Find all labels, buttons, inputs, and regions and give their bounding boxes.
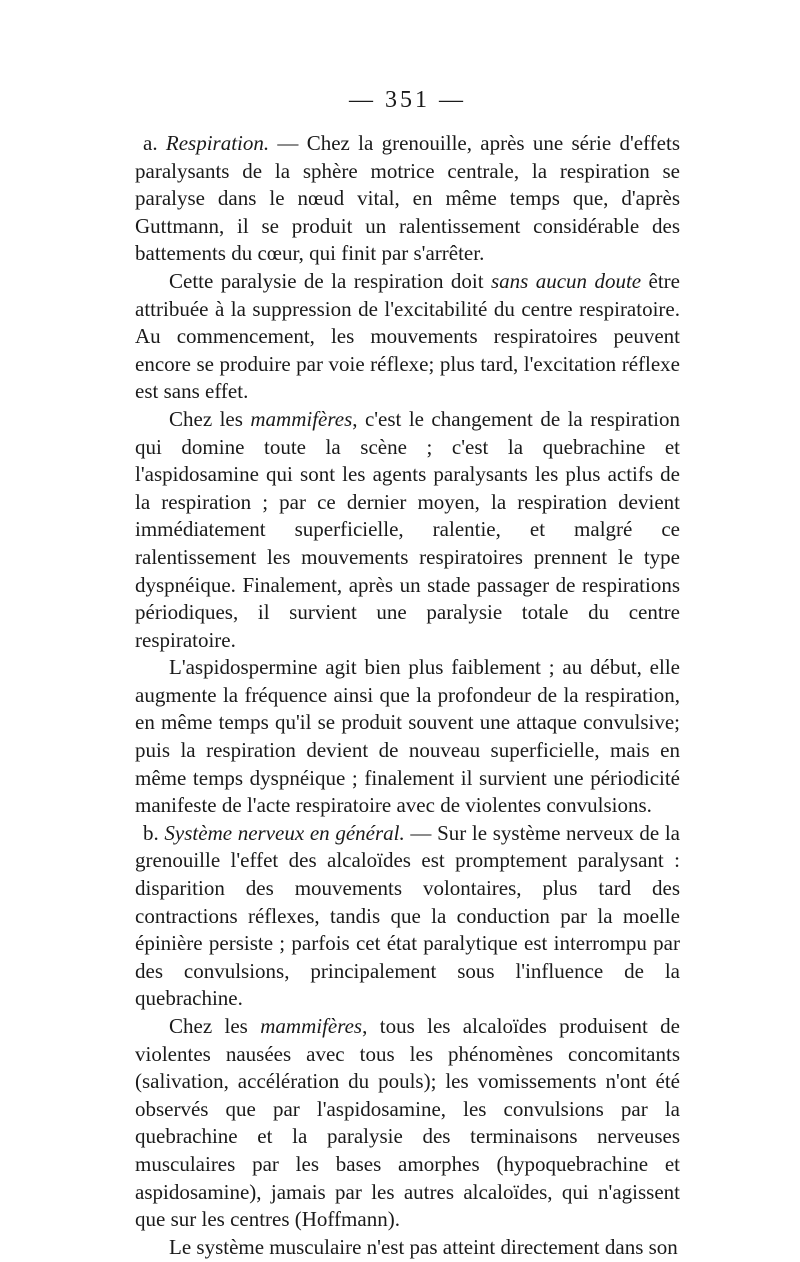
paragraph-respiration-intro: [135, 130, 680, 268]
paragraph-aspidospermine: L'aspidospermine agit bien plus faiblement ; au début, elle augmente la fréquence ainsi que la profondeur de la respiration, en même temps qu'il se produit souvent une attaque convulsive; puis la respiration devient de nouveau superficielle, mais en même temps dyspnéique ; finalement il survient une périodicité manifeste de l'acte respiratoire avec de violentes convulsions.: [135, 655, 680, 818]
section-title-nervous-system: Système nerveux en général.: [164, 820, 405, 845]
italic-phrase: mammifères: [250, 406, 353, 431]
paragraph-text: — Chez la grenouille, après une série d'effets paralysants de la sphère motrice centrale, la respiration se paralyse dans le nœud vital, en même temps que, d'après Guttmann, il se produit un ralentissement considérable des battements du cœur, qui finit par s'arrêter.: [135, 131, 680, 266]
paragraph-text: Cette paralysie de la respiration doit: [169, 268, 491, 293]
paragraph-respiration-paralysis: [135, 268, 680, 406]
paragraph-mammals-nervous: [135, 1013, 680, 1234]
paragraph-text: , tous les alcaloïdes produisent de violentes nausées avec tous les phénomènes concomitants (salivation, accélération du pouls); les vomissements n'ont été observés que par l'aspidosamine, les convulsions par la quebrachine et la paralysie des terminaisons nerveuses musculaires par les bases amorphes (hypoquebrachine et aspidosamine), jamais par les autres alcaloïdes, qui n'agissent que sur les centres (Hoffmann).: [135, 1014, 680, 1232]
italic-phrase: sans aucun doute: [490, 268, 642, 293]
paragraph-nervous-system-intro: [135, 820, 680, 1013]
section-label-a: a.: [143, 131, 158, 155]
italic-phrase: mammifères: [260, 1014, 363, 1038]
section-title-respiration: Respiration.: [165, 131, 270, 155]
paragraph-text: , c'est le changement de la respiration qui domine toute la scène ; c'est la quebrachine et l'aspidosamine qui sont les agents paralysants les plus actifs de la respiration ; par ce dernier moyen, la respiration devient immédiatement superficielle, ralentie, et malgré ce ralentissement les mouvements respiratoires prennent le type dyspnéique. Finalement, après un stade passager de respirations périodiques, il survient une paralysie totale du centre respiratoire.: [135, 406, 680, 652]
paragraph-text: Chez les: [169, 1014, 261, 1038]
paragraph-text: Chez les: [169, 406, 251, 431]
paragraph-muscular-system: Le système musculaire n'est pas atteint directement dans son: [169, 1234, 678, 1259]
page-number: — 351 —: [349, 87, 466, 113]
paragraph-text: être attribuée à la suppression de l'excitabilité du centre respiratoire. Au commencement, les mouvements respiratoires peuvent encore se produire par voie réflexe; plus tard, l'excitation réflexe est sans effet.: [135, 268, 680, 404]
section-label-b: b.: [143, 820, 159, 845]
paragraph-mammals-respiration: [135, 406, 680, 654]
paragraph-text: — Sur le système nerveux de la grenouille l'effet des alcaloïdes est promptement paralysant : disparition des mouvements volontaires, plus tard des contractions réflexes, tandis que la conduction par la moelle épinière persiste ; parfois cet état paralytique est interrompu par des convulsions, principalement sous l'influence de la quebrachine.: [135, 820, 681, 1011]
